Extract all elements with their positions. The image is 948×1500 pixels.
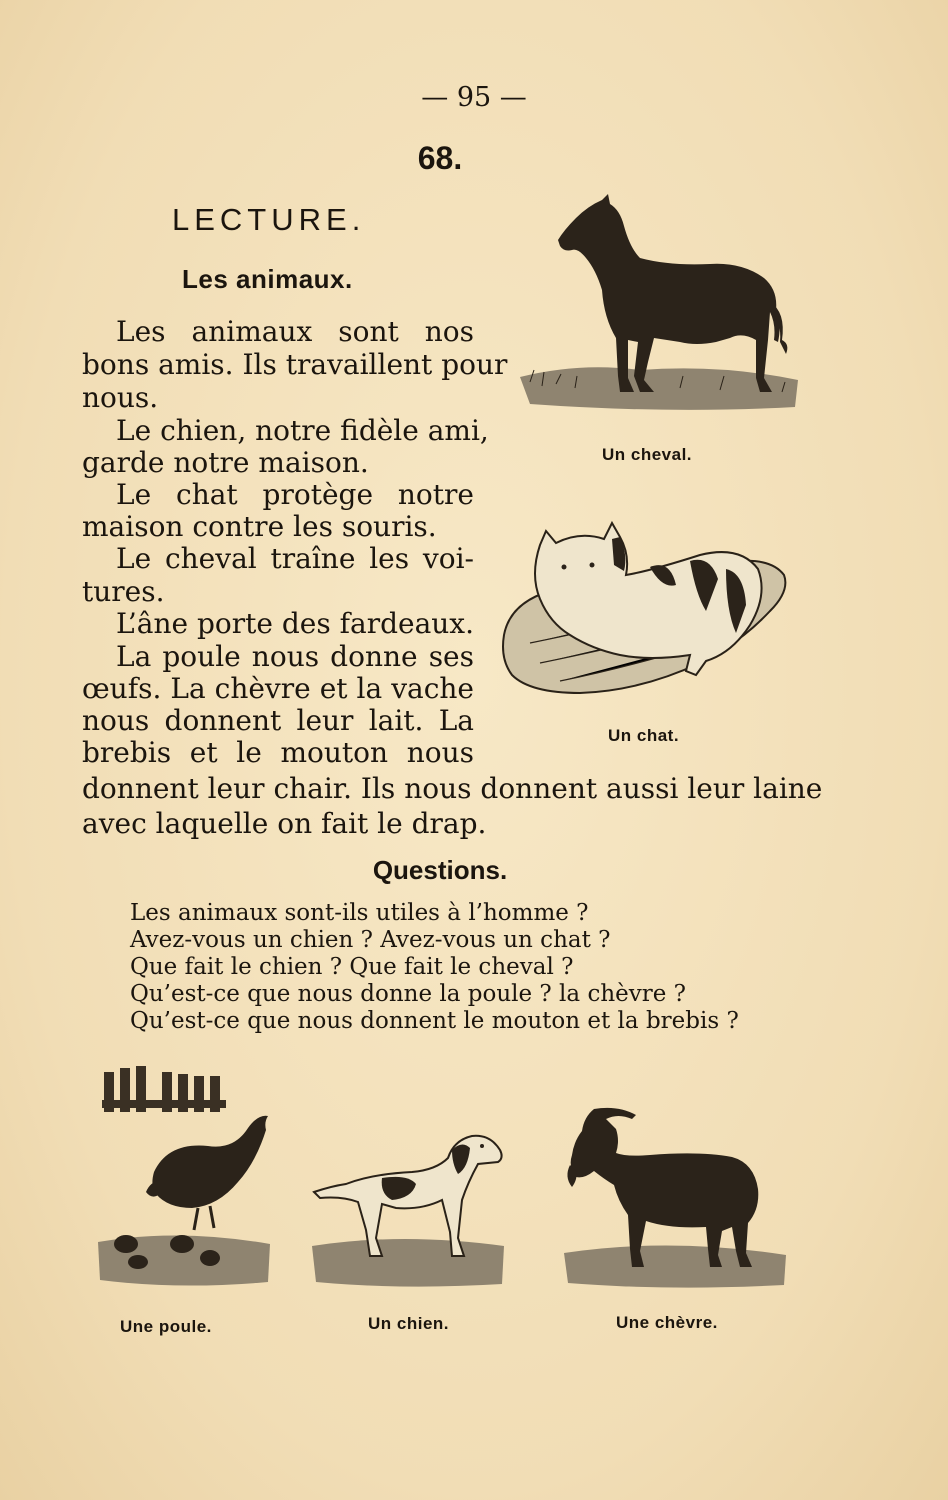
text-line: nous donnent leur lait. La (82, 704, 474, 737)
dog-illustration (312, 1128, 507, 1288)
hen-caption: Une poule. (120, 1317, 212, 1336)
horse-illustration (520, 192, 800, 417)
text-line: Le chat protège notre (116, 478, 474, 511)
text-line: Le cheval traîne les voi- (116, 542, 474, 575)
question: Qu’est-ce que nous donne la poule ? la chèvre ? (130, 981, 686, 1007)
page-number: — 95 — (421, 82, 527, 113)
hen-illustration (98, 1062, 273, 1292)
text-line: nous. (82, 381, 159, 414)
text-line: Les animaux sont nos (116, 315, 474, 348)
text-line: maison contre les souris. (82, 510, 437, 543)
cat-illustration (500, 515, 795, 697)
text-line: Le chien, notre fidèle ami, (116, 414, 489, 447)
dog-caption: Un chien. (368, 1314, 450, 1333)
goat-caption: Une chèvre. (616, 1313, 718, 1332)
goat-illustration (560, 1105, 790, 1290)
text-line: œufs. La chèvre et la vache (82, 672, 474, 705)
reading-subtitle: Les animaux. (182, 264, 353, 294)
question: Qu’est-ce que nous donnent le mouton et la brebis ? (130, 1008, 739, 1034)
question: Que fait le chien ? Que fait le cheval ? (130, 954, 574, 980)
questions-title: Questions. (372, 855, 508, 885)
horse-caption: Un cheval. (602, 445, 693, 464)
text-line: brebis et le mouton nous (82, 736, 474, 769)
question: Les animaux sont-ils utiles à l’homme ? (130, 900, 589, 926)
text-line: bons amis. Ils travaillent pour (82, 348, 508, 381)
text-line: tures. (82, 575, 165, 608)
lesson-number: 68. (417, 140, 463, 176)
text-line: L’âne porte des fardeaux. (116, 607, 474, 640)
text-line: La poule nous donne ses (116, 640, 474, 673)
section-title: LECTURE. (172, 202, 366, 237)
cat-caption: Un chat. (608, 726, 680, 745)
text-line: garde notre maison. (82, 446, 369, 479)
question: Avez-vous un chien ? Avez-vous un chat ? (130, 927, 611, 953)
text-line: avec laquelle on fait le drap. (82, 807, 487, 840)
text-line: donnent leur chair. Ils nous donnent aussi leur laine (82, 772, 823, 805)
